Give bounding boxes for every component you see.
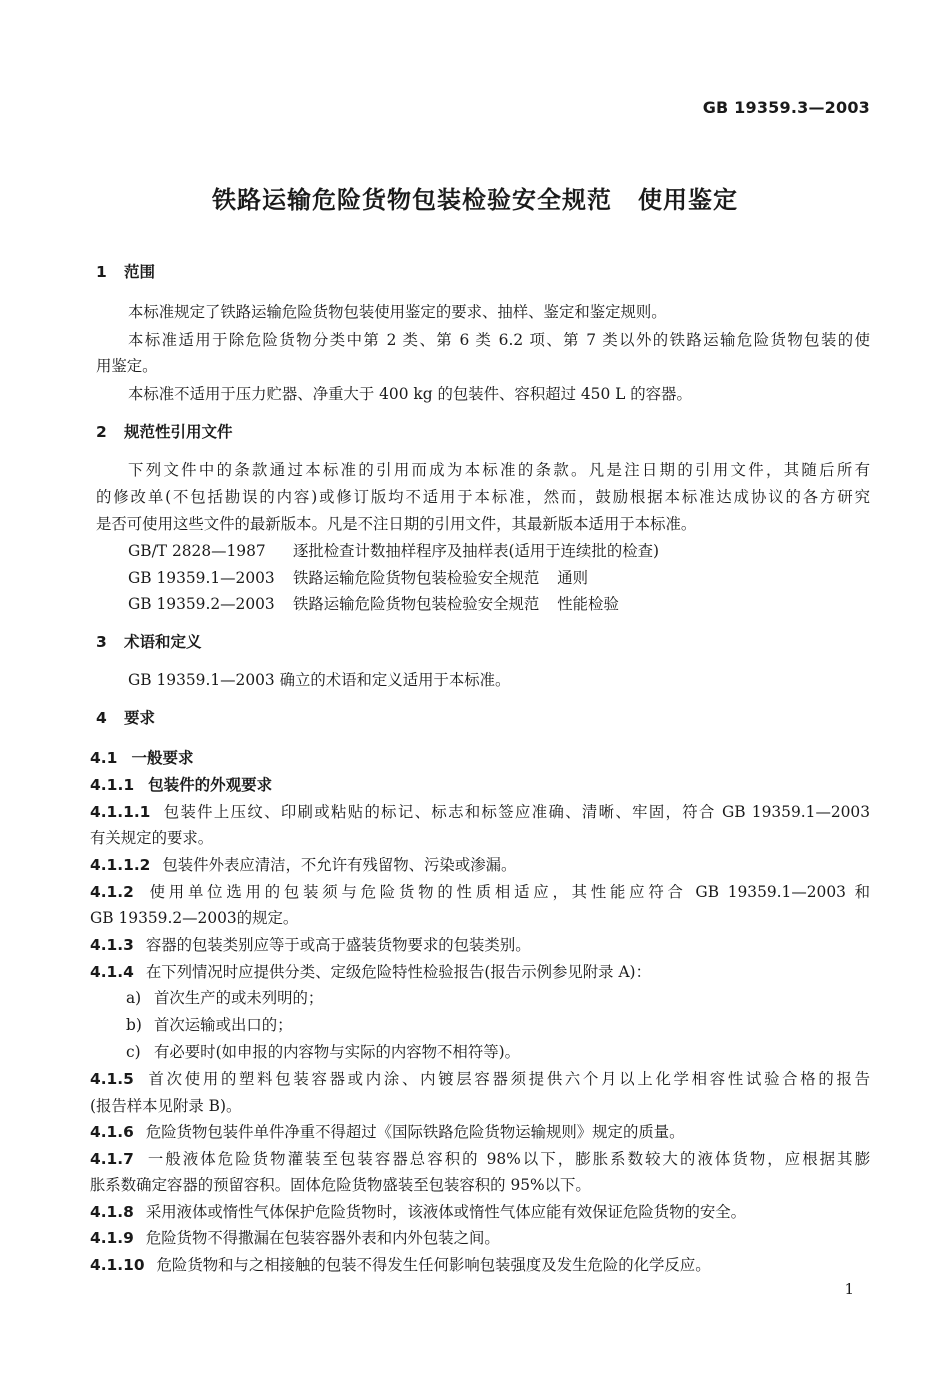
clause-4-1-5-continued: (报告样本见附录 B)。 — [90, 1097, 242, 1115]
reference-item: GB/T 2828—1987 逐批检查计数抽样程序及抽样表(适用于连续批的检查) — [128, 542, 659, 560]
clause-4-1-9: 4.1.9 危险货物不得撒漏在包装容器外表和内外包装之间。 — [90, 1229, 500, 1247]
page-number: 1 — [844, 1280, 854, 1298]
clause-4-1-1-1-continued: 有关规定的要求。 — [90, 829, 214, 847]
section-2-heading: 2 规范性引用文件 — [96, 423, 233, 441]
clause-4-1-7-continued: 胀系数确定容器的预留容积。固体危险货物盛装至包装容积的 95%以下。 — [90, 1176, 591, 1194]
clause-4-1-1-2: 4.1.1.2 包装件外表应清洁，不允许有残留物、污染或渗漏。 — [90, 856, 517, 874]
section-1-heading: 1 范围 — [96, 263, 156, 281]
reference-item: GB 19359.2—2003 铁路运输危险货物包装检验安全规范 性能检验 — [128, 595, 619, 613]
clause-4-1-3: 4.1.3 容器的包装类别应等于或高于盛装货物要求的包装类别。 — [90, 936, 531, 954]
clause-4-1-4: 4.1.4 在下列情况时应提供分类、定级危险特性检验报告(报告示例参见附录 A)： — [90, 963, 651, 981]
section-1-paragraph-2-line-1: 本标准适用于除危险货物分类中第 2 类、第 6 类 6.2 项、第 7 类以外的铁路运输危险货物包装的使 — [128, 331, 870, 349]
section-3-paragraph: GB 19359.1—2003 确立的术语和定义适用于本标准。 — [128, 671, 511, 689]
clause-4-1-8: 4.1.8 采用液体或惰性气体保护危险货物时，该液体或惰性气体应能有效保证危险货物的安全。 — [90, 1203, 747, 1221]
list-item: c) 有必要时(如申报的内容物与实际的内容物不相符等)。 — [126, 1043, 520, 1061]
list-item: b) 首次运输或出口的； — [126, 1016, 293, 1034]
title-sub: 使用鉴定 — [638, 186, 738, 214]
title-main: 铁路运输危险货物包装检验安全规范 — [212, 186, 612, 214]
section-4-heading: 4 要求 — [96, 709, 156, 727]
clause-4-1-6: 4.1.6 危险货物包装件单件净重不得超过《国际铁路危险货物运输规则》规定的质量。 — [90, 1123, 685, 1141]
section-1-paragraph-1: 本标准规定了铁路运输危险货物包装使用鉴定的要求、抽样、鉴定和鉴定规则。 — [128, 303, 667, 321]
standard-number: GB 19359.3—2003 — [702, 98, 870, 117]
section-2-paragraph-line-2: 的修改单(不包括勘误的内容)或修订版均不适用于本标准，然而，鼓励根据本标准达成协议的各方研究 — [96, 488, 870, 506]
clause-4-1-1-heading: 4.1.1 包装件的外观要求 — [90, 776, 273, 794]
reference-item: GB 19359.1—2003 铁路运输危险货物包装检验安全规范 通则 — [128, 569, 589, 587]
section-1-paragraph-3: 本标准不适用于压力贮器、净重大于 400 kg 的包装件、容积超过 450 L 的容器。 — [128, 385, 692, 403]
clause-4-1-5: 4.1.5 首次使用的塑料包装容器或内涂、内镀层容器须提供六个月以上化学相容性试验合格的报告 — [90, 1070, 870, 1088]
section-2-paragraph-line-3: 是否可使用这些文件的最新版本。凡是不注日期的引用文件，其最新版本适用于本标准。 — [96, 515, 697, 533]
list-item: a) 首次生产的或未列明的； — [126, 989, 324, 1007]
section-1-paragraph-2-line-2: 用鉴定。 — [96, 357, 158, 375]
clause-4-1-2: 4.1.2 使用单位选用的包装须与危险货物的性质相适应，其性能应符合 GB 19359.1—2003 和 — [90, 883, 870, 901]
section-3-heading: 3 术语和定义 — [96, 633, 202, 651]
section-2-paragraph-line-1: 下列文件中的条款通过本标准的引用而成为本标准的条款。凡是注日期的引用文件，其随后所有 — [128, 461, 870, 479]
clause-4-1-7: 4.1.7 一般液体危险货物灌装至包装容器总容积的 98%以下，膨胀系数较大的液体货物，应根据其膨 — [90, 1150, 870, 1168]
document-title — [0, 180, 950, 215]
clause-4-1-2-continued: GB 19359.2—2003的规定。 — [90, 909, 299, 927]
clause-4-1-heading: 4.1 一般要求 — [90, 749, 194, 767]
clause-4-1-1-1: 4.1.1.1 包装件上压纹、印刷或粘贴的标记、标志和标签应准确、清晰、牢固，符合 GB 19359.1—2003 — [90, 803, 870, 821]
clause-4-1-10: 4.1.10 危险货物和与之相接触的包装不得发生任何影响包装强度及发生危险的化学反应。 — [90, 1256, 711, 1274]
